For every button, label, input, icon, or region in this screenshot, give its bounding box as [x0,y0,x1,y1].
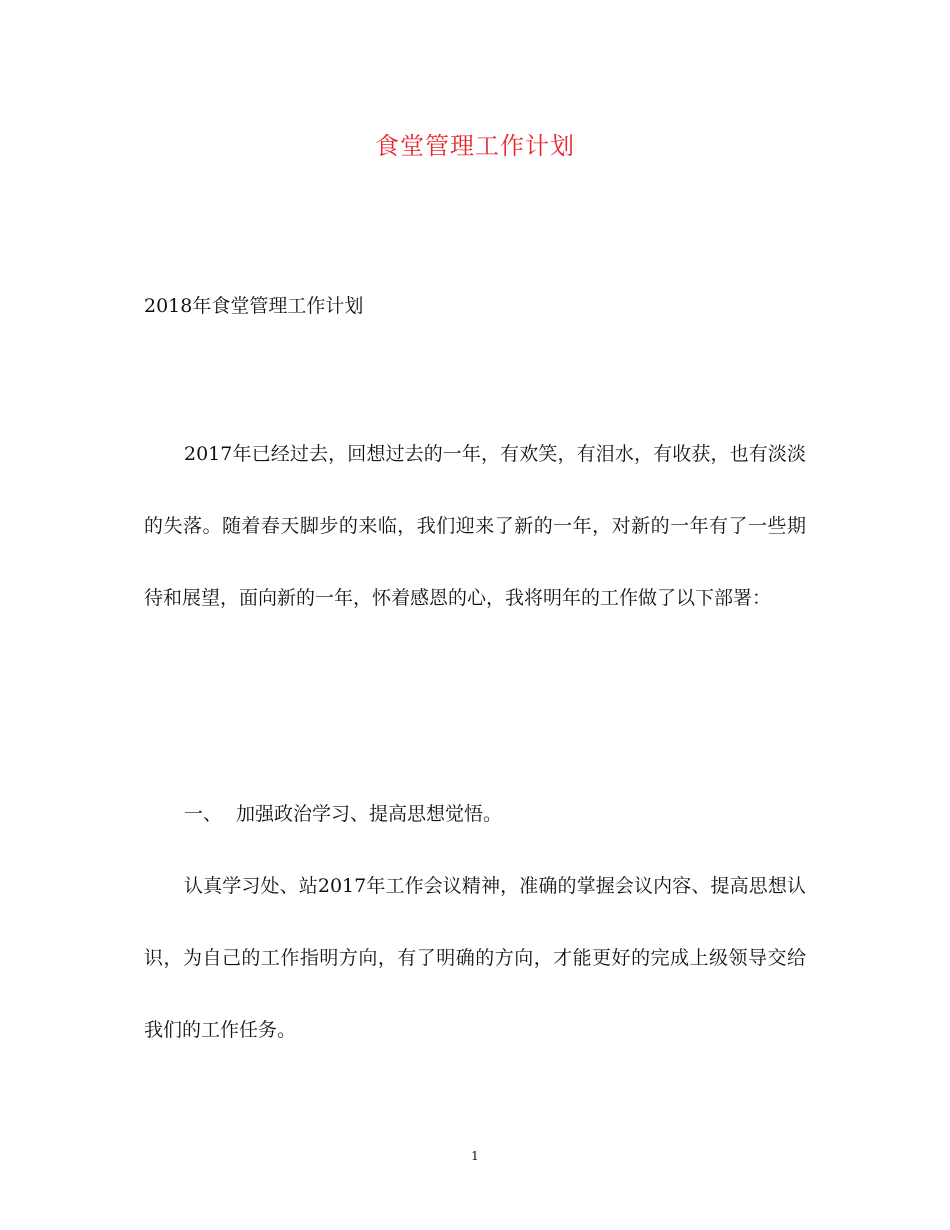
document-title: 食堂管理工作计划 [375,132,575,160]
section-1-number: 一、 [184,803,223,825]
page-number: 1 [471,1149,479,1163]
section-1-paragraph: 认真学习处、站2017年工作会议精神，准确的掌握会议内容、提高思想认识，为自己的工作指明方向，有了明确的方向，才能更好的完成上级领导交给我们的工作任务。 [144,875,806,1041]
document-subtitle: 2018年食堂管理工作计划 [144,295,364,317]
intro-paragraph: 2017年已经过去，回想过去的一年，有欢笑，有泪水，有收获，也有淡淡的失落。随着春天脚步的来临，我们迎来了新的一年，对新的一年有了一些期待和展望，面向新的一年，怀着感恩的心，我将明年的工作做了以下部署： [144,443,806,609]
section-1-heading [184,798,502,830]
section-1-heading-text: 加强政治学习、提高思想觉悟。 [236,803,503,825]
